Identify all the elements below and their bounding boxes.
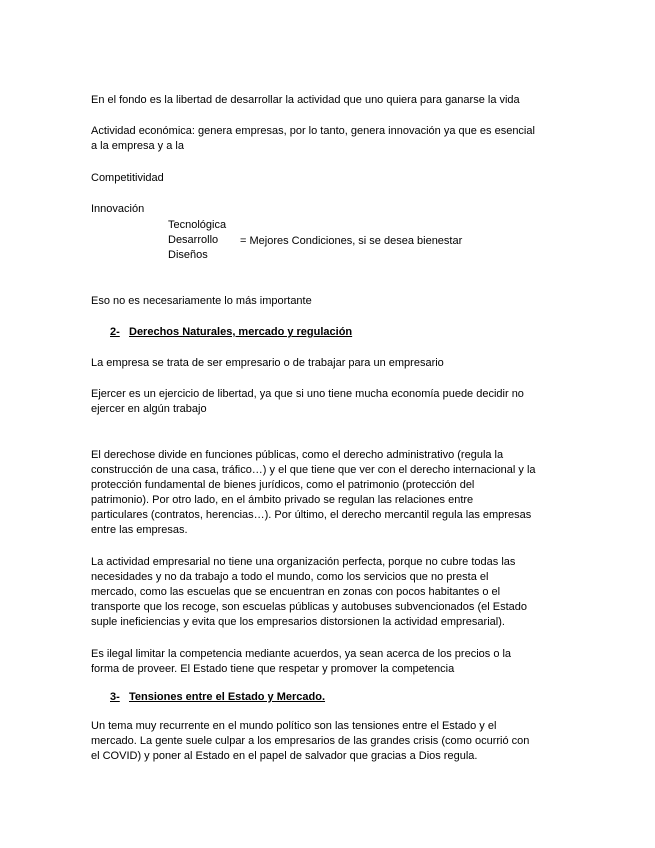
text-line: entre las empresas. (91, 524, 188, 536)
innovacion-list (168, 218, 226, 263)
innovacion-title (91, 202, 571, 217)
section-number: 2- (110, 326, 120, 338)
text-line: mercado, como las escuelas que se encuentran en zonas con pocos habitantes o el (91, 586, 501, 598)
text-line: La actividad empresarial no tiene una organización perfecta, porque no cubre todas las (91, 556, 516, 568)
paragraph-competitividad (91, 171, 571, 186)
text-line: La empresa se trata de ser empresario o de trabajar para un empresario (91, 357, 444, 369)
section-heading-3 (110, 690, 590, 705)
paragraph-actividad-economica (91, 124, 571, 154)
paragraph-ejercer (91, 387, 571, 417)
text-line: a la empresa y a la (91, 140, 184, 152)
text-line: suple ineficiencias y evita que los empresarios distorsionen la actividad empresarial). (91, 616, 505, 628)
text-line: Competitividad (91, 172, 164, 184)
paragraph-tensiones (91, 719, 571, 764)
list-item: Diseños (168, 249, 208, 261)
text-line: Ejercer es un ejercicio de libertad, ya que si uno tiene mucha economía puede decidir no (91, 388, 524, 400)
section-title: Tensiones entre el Estado y Mercado. (129, 691, 326, 703)
paragraph-libertad (91, 93, 571, 108)
section-heading-2 (110, 325, 590, 340)
paragraph-empresa (91, 356, 571, 371)
section-title: Derechos Naturales, mercado y regulación (129, 326, 353, 338)
text-line: El derechose divide en funciones públicas, como el derecho administrativo (regula la (91, 449, 504, 461)
text-line: Es ilegal limitar la competencia mediante acuerdos, ya sean acerca de los precios o la (91, 648, 512, 660)
text-line: Innovación (91, 203, 145, 215)
text-line: particulares (contratos, herencias…). Por último, el derecho mercantil regula las empresas (91, 509, 532, 521)
list-item: Tecnológica (168, 219, 227, 231)
innovacion-equation: = Mejores Condiciones, si se desea bienestar (240, 235, 463, 247)
paragraph-competencia (91, 647, 571, 677)
text-line: Eso no es necesariamente lo más importante (91, 295, 312, 307)
paragraph-importante (91, 294, 571, 309)
text-line: protección fundamental de bienes jurídicos, como el patrimonio (protección del (91, 479, 475, 491)
text-line: Un tema muy recurrente en el mundo político son las tensiones entre el Estado y el (91, 720, 497, 732)
text-line: forma de proveer. El Estado tiene que respetar y promover la competencia (91, 663, 455, 675)
list-item: Desarrollo (168, 234, 219, 246)
text-line: transporte que los recoge, son escuelas públicas y autobuses subvencionados (el Estado (91, 601, 527, 613)
text-line: patrimonio). Por otro lado, en el ámbito privado se regulan las relaciones entre (91, 494, 474, 506)
text-line: ejercer en algún trabajo (91, 403, 207, 415)
text-line: Actividad económica: genera empresas, por lo tanto, genera innovación ya que es esencial (91, 125, 535, 137)
text-line: mercado. La gente suele culpar a los empresarios de las grandes crisis (como ocurrió con (91, 735, 530, 747)
text-line: construcción de una casa, tráfico…) y el que tiene que ver con el derecho internacional y la (91, 464, 536, 476)
section-number: 3- (110, 691, 120, 703)
text-line: necesidades y no da trabajo a todo el mundo, como los servicios que no presta el (91, 571, 489, 583)
paragraph-actividad-empresarial (91, 555, 571, 630)
paragraph-derecho (91, 448, 571, 538)
text-line: el COVID) y poner al Estado en el papel de salvador que gracias a Dios regula. (91, 750, 478, 762)
text-line: En el fondo es la libertad de desarrollar la actividad que uno quiera para ganarse la vida (91, 94, 520, 106)
